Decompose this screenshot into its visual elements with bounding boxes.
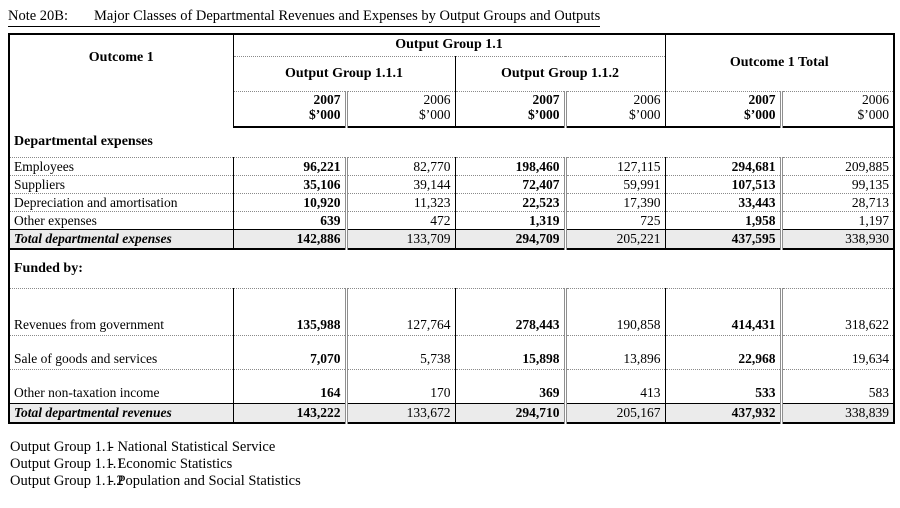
section-label: Departmental expenses [9, 127, 894, 158]
value-cell: 294,710 [455, 404, 565, 423]
total-2006-header [781, 91, 894, 127]
year-label: 2007 [748, 91, 776, 107]
output-group-1-1-2-header: Output Group 1.1.2 [455, 56, 665, 91]
g111-2006-header [346, 91, 455, 127]
note-20b-table [8, 33, 895, 424]
value-cell: 11,323 [346, 194, 455, 212]
value-cell: 437,595 [665, 230, 781, 249]
value-cell: 205,221 [565, 230, 665, 249]
table-row-other-expenses [9, 212, 894, 230]
value-cell: 338,930 [781, 230, 894, 249]
total-row-label: Total departmental expenses [9, 230, 233, 249]
row-label: Employees [9, 158, 233, 176]
unit-label: $’000 [744, 107, 776, 122]
footnote-output-group-1-1-2 [10, 473, 301, 490]
row-label: Depreciation and amortisation [9, 194, 233, 212]
unit-label: $’000 [309, 107, 341, 122]
value-cell: 338,839 [781, 404, 894, 423]
footnote-definition: - Economic Statistics [109, 456, 233, 472]
value-cell: 135,988 [233, 289, 346, 336]
header-row-group [9, 34, 894, 56]
value-cell: 17,390 [565, 194, 665, 212]
value-cell: 294,681 [665, 158, 781, 176]
g112-2007-header [455, 91, 565, 127]
note-number: Note 20B: [8, 8, 69, 24]
total-revenues-row [9, 404, 894, 423]
note-title-text: Major Classes of Departmental Revenues and Expenses by Output Groups and Outputs [94, 8, 601, 24]
section-departmental-expenses [9, 127, 894, 158]
total-expenses-row [9, 230, 894, 249]
value-cell: 143,222 [233, 404, 346, 423]
value-cell: 96,221 [233, 158, 346, 176]
value-cell: 15,898 [455, 336, 565, 370]
value-cell: 107,513 [665, 176, 781, 194]
value-cell: 33,443 [665, 194, 781, 212]
value-cell: 318,622 [781, 289, 894, 336]
value-cell: 369 [455, 370, 565, 404]
section-label: Funded by: [9, 249, 894, 289]
value-cell: 209,885 [781, 158, 894, 176]
value-cell: 127,764 [346, 289, 455, 336]
output-group-1-1-header: Output Group 1.1 [233, 34, 665, 56]
table-row-revenues-from-government [9, 289, 894, 336]
table-row-depreciation [9, 194, 894, 212]
value-cell: 13,896 [565, 336, 665, 370]
value-cell: 10,920 [233, 194, 346, 212]
footnotes [10, 439, 301, 490]
value-cell: 99,135 [781, 176, 894, 194]
value-cell: 35,106 [233, 176, 346, 194]
row-label: Suppliers [9, 176, 233, 194]
value-cell: 414,431 [665, 289, 781, 336]
footnote-term: Output Group 1.1.1 [10, 456, 124, 472]
value-cell: 437,932 [665, 404, 781, 423]
output-group-1-1-1-header: Output Group 1.1.1 [233, 56, 455, 91]
unit-label: $’000 [629, 107, 661, 122]
value-cell: 533 [665, 370, 781, 404]
table-row-employees [9, 158, 894, 176]
value-cell: 5,738 [346, 336, 455, 370]
outcome-1-header: Outcome 1 [88, 50, 154, 65]
year-label: 2007 [313, 91, 341, 107]
value-cell: 413 [565, 370, 665, 404]
value-cell: 725 [565, 212, 665, 230]
footnote-output-group-1-1 [10, 439, 301, 456]
row-label: Revenues from government [9, 289, 233, 336]
outcome-1-total-header: Outcome 1 Total [665, 34, 894, 91]
section-funded-by [9, 249, 894, 289]
value-cell: 19,634 [781, 336, 894, 370]
value-cell: 22,523 [455, 194, 565, 212]
value-cell: 59,991 [565, 176, 665, 194]
value-cell: 583 [781, 370, 894, 404]
table-row-suppliers [9, 176, 894, 194]
value-cell: 164 [233, 370, 346, 404]
g112-2006-header [565, 91, 665, 127]
footnote-definition: - National Statistical Service [109, 439, 276, 455]
value-cell: 1,958 [665, 212, 781, 230]
value-cell: 190,858 [565, 289, 665, 336]
unit-label: $’000 [419, 107, 451, 122]
page-title [8, 8, 600, 27]
total-2007-header [665, 91, 781, 127]
value-cell: 170 [346, 370, 455, 404]
footnote-definition: - Population and Social Statistics [109, 473, 301, 489]
total-row-label: Total departmental revenues [9, 404, 233, 423]
value-cell: 22,968 [665, 336, 781, 370]
unit-label: $’000 [857, 107, 889, 122]
value-cell: 39,144 [346, 176, 455, 194]
value-cell: 82,770 [346, 158, 455, 176]
value-cell: 1,319 [455, 212, 565, 230]
value-cell: 133,709 [346, 230, 455, 249]
footnote-output-group-1-1-1 [10, 456, 301, 473]
value-cell: 278,443 [455, 289, 565, 336]
value-cell: 133,672 [346, 404, 455, 423]
year-label: 2006 [633, 91, 661, 107]
value-cell: 142,886 [233, 230, 346, 249]
value-cell: 198,460 [455, 158, 565, 176]
table-row-other-non-taxation [9, 370, 894, 404]
year-label: 2006 [423, 91, 451, 107]
year-label: 2007 [532, 91, 560, 107]
value-cell: 28,713 [781, 194, 894, 212]
value-cell: 294,709 [455, 230, 565, 249]
value-cell: 127,115 [565, 158, 665, 176]
value-cell: 72,407 [455, 176, 565, 194]
value-cell: 639 [233, 212, 346, 230]
footnote-term: Output Group 1.1 [10, 439, 113, 455]
g111-2007-header [233, 91, 346, 127]
value-cell: 472 [346, 212, 455, 230]
table-row-sale-of-goods [9, 336, 894, 370]
footnote-term: Output Group 1.1.2 [10, 473, 124, 489]
value-cell: 205,167 [565, 404, 665, 423]
value-cell: 1,197 [781, 212, 894, 230]
row-label: Other non-taxation income [14, 385, 160, 400]
row-label: Sale of goods and services [9, 336, 233, 370]
year-label: 2006 [862, 91, 889, 107]
row-label: Other expenses [9, 212, 233, 230]
unit-label: $’000 [528, 107, 560, 122]
value-cell: 7,070 [233, 336, 346, 370]
